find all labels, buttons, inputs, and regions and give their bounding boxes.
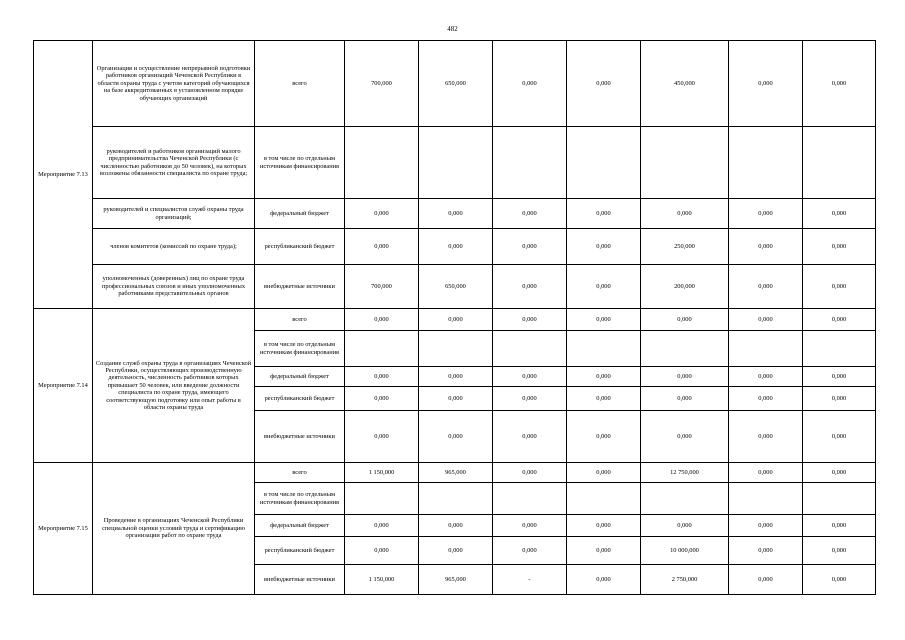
amount-cell: 0,000 — [567, 537, 641, 565]
amount-cell — [493, 127, 567, 199]
amount-cell: 0,000 — [729, 199, 803, 229]
amount-cell: 0,000 — [729, 387, 803, 411]
amount-cell: 0,000 — [729, 229, 803, 265]
funding-source: в том числе по отдельным источникам финансирования — [255, 331, 345, 367]
funding-source: внебюджетные источники — [255, 565, 345, 595]
amount-cell: 0,000 — [803, 309, 876, 331]
amount-cell: 0,000 — [567, 387, 641, 411]
amount-cell — [729, 331, 803, 367]
amount-cell — [641, 483, 729, 515]
amount-cell: 0,000 — [729, 411, 803, 463]
amount-cell: 0,000 — [729, 515, 803, 537]
amount-cell: 965,000 — [419, 565, 493, 595]
amount-cell — [493, 483, 567, 515]
amount-cell: 0,000 — [345, 229, 419, 265]
amount-cell — [641, 127, 729, 199]
page-number: 482 — [447, 25, 458, 33]
amount-cell: 0,000 — [419, 229, 493, 265]
amount-cell: 0,000 — [729, 309, 803, 331]
amount-cell — [493, 331, 567, 367]
amount-cell: 0,000 — [729, 265, 803, 309]
amount-cell: 650,000 — [419, 265, 493, 309]
amount-cell: 0,000 — [567, 41, 641, 127]
amount-cell: 650,000 — [419, 41, 493, 127]
amount-cell: 0,000 — [567, 309, 641, 331]
amount-cell: 0,000 — [345, 537, 419, 565]
table-row — [34, 199, 876, 229]
activity-description-part: уполномоченных (доверенных) лиц по охране труда профессиональных союзов и иных уполномоченных работниками представительных органов — [93, 265, 255, 309]
amount-cell: 0,000 — [803, 41, 876, 127]
amount-cell: 0,000 — [803, 515, 876, 537]
amount-cell — [567, 331, 641, 367]
amount-cell: 0,000 — [729, 463, 803, 483]
amount-cell: 0,000 — [567, 411, 641, 463]
amount-cell: 0,000 — [803, 265, 876, 309]
amount-cell: 0,000 — [345, 367, 419, 387]
amount-cell — [419, 127, 493, 199]
amount-cell: 10 000,000 — [641, 537, 729, 565]
amount-cell — [803, 331, 876, 367]
amount-cell: 0,000 — [803, 537, 876, 565]
amount-cell: 0,000 — [493, 265, 567, 309]
activity-description-part: членов комитетов (комиссий по охране труда); — [93, 229, 255, 265]
amount-cell: 0,000 — [419, 537, 493, 565]
amount-cell: 0,000 — [493, 41, 567, 127]
amount-cell: 0,000 — [567, 367, 641, 387]
amount-cell: 0,000 — [493, 309, 567, 331]
amount-cell — [567, 127, 641, 199]
funding-source: всего — [255, 309, 345, 331]
amount-cell: 0,000 — [641, 387, 729, 411]
amount-cell: 0,000 — [493, 411, 567, 463]
amount-cell: 0,000 — [567, 565, 641, 595]
amount-cell: 700,000 — [345, 265, 419, 309]
amount-cell — [803, 127, 876, 199]
amount-cell: 0,000 — [641, 411, 729, 463]
amount-cell — [419, 483, 493, 515]
amount-cell: 0,000 — [803, 387, 876, 411]
funding-source: внебюджетные источники — [255, 411, 345, 463]
amount-cell: 0,000 — [641, 367, 729, 387]
amount-cell: 12 750,000 — [641, 463, 729, 483]
amount-cell: 0,000 — [345, 199, 419, 229]
amount-cell: 0,000 — [345, 387, 419, 411]
amount-cell: 0,000 — [567, 463, 641, 483]
amount-cell: 450,000 — [641, 41, 729, 127]
amount-cell — [803, 483, 876, 515]
amount-cell: 0,000 — [419, 309, 493, 331]
funding-source: в том числе по отдельным источникам финансирования — [255, 483, 345, 515]
funding-source: республиканский бюджет — [255, 387, 345, 411]
amount-cell: 0,000 — [803, 463, 876, 483]
amount-cell: 0,000 — [803, 565, 876, 595]
amount-cell: - — [493, 565, 567, 595]
amount-cell: 0,000 — [803, 229, 876, 265]
funding-source: внебюджетные источники — [255, 265, 345, 309]
table-row — [34, 127, 876, 199]
activity-label: Мероприятие 7.14 — [34, 309, 93, 463]
amount-cell — [345, 127, 419, 199]
funding-source: республиканский бюджет — [255, 537, 345, 565]
amount-cell: 0,000 — [493, 229, 567, 265]
amount-cell: 0,000 — [419, 387, 493, 411]
table-row — [34, 41, 876, 127]
amount-cell: 0,000 — [729, 537, 803, 565]
amount-cell: 200,000 — [641, 265, 729, 309]
amount-cell: 0,000 — [493, 515, 567, 537]
activity-description: Создание служб охраны труда в организациях Чеченской Республики, осуществляющих производственную деятельность, численность работников которых превышает 50 человек, или введение должности специалиста по охране труда, имеющего соответствующую подготовку или опыт работы в области охраны труда — [93, 309, 255, 463]
amount-cell: 250,000 — [641, 229, 729, 265]
amount-cell: 0,000 — [345, 309, 419, 331]
amount-cell: 0,000 — [567, 265, 641, 309]
amount-cell: 0,000 — [493, 387, 567, 411]
amount-cell: 0,000 — [493, 537, 567, 565]
amount-cell: 0,000 — [641, 199, 729, 229]
amount-cell: 700,000 — [345, 41, 419, 127]
funding-source: федеральный бюджет — [255, 515, 345, 537]
amount-cell: 0,000 — [493, 463, 567, 483]
activity-description-part: Организация и осуществление непрерывной подготовки работников организаций Чеченской Республики в области охраны труда с учетом категорий обучающихся на базе аккредитованных в установленном порядке обучающих организаций — [93, 41, 255, 127]
amount-cell: 1 150,000 — [345, 463, 419, 483]
amount-cell: 0,000 — [567, 515, 641, 537]
amount-cell: 0,000 — [493, 199, 567, 229]
amount-cell: 0,000 — [419, 515, 493, 537]
amount-cell: 0,000 — [729, 565, 803, 595]
amount-cell: 0,000 — [345, 411, 419, 463]
table-row — [34, 463, 876, 483]
amount-cell: 965,000 — [419, 463, 493, 483]
activity-label: Мероприятие 7.15 — [34, 463, 93, 595]
activity-description-part: руководителей и работников организаций малого предпринимательства Чеченской Республики (с численностью работников до 50 человек), на которых возложены обязанности специалиста по охране труда; — [93, 127, 255, 199]
amount-cell: 0,000 — [803, 367, 876, 387]
activity-description-part: руководителей и специалистов служб охраны труда организаций; — [93, 199, 255, 229]
budget-table — [33, 40, 876, 595]
amount-cell: 0,000 — [641, 309, 729, 331]
amount-cell — [729, 483, 803, 515]
amount-cell: 0,000 — [419, 367, 493, 387]
amount-cell — [345, 331, 419, 367]
amount-cell: 0,000 — [641, 515, 729, 537]
table-row — [34, 309, 876, 331]
amount-cell: 0,000 — [729, 367, 803, 387]
table-row — [34, 229, 876, 265]
amount-cell: 0,000 — [419, 199, 493, 229]
amount-cell: 1 150,000 — [345, 565, 419, 595]
funding-source: республиканский бюджет — [255, 229, 345, 265]
amount-cell: 0,000 — [803, 199, 876, 229]
amount-cell: 0,000 — [493, 367, 567, 387]
amount-cell: 0,000 — [419, 411, 493, 463]
amount-cell: 0,000 — [567, 229, 641, 265]
amount-cell — [345, 483, 419, 515]
funding-source: федеральный бюджет — [255, 367, 345, 387]
amount-cell: 0,000 — [567, 199, 641, 229]
funding-source: всего — [255, 463, 345, 483]
table-row — [34, 265, 876, 309]
amount-cell — [567, 483, 641, 515]
amount-cell — [641, 331, 729, 367]
funding-source: федеральный бюджет — [255, 199, 345, 229]
activity-label: Мероприятие 7.13 — [34, 41, 93, 309]
amount-cell: 0,000 — [345, 515, 419, 537]
amount-cell — [729, 127, 803, 199]
activity-description: Проведение в организациях Чеченской Республики специальной оценки условий труда и сертификацию организации работ по охране труда — [93, 463, 255, 595]
amount-cell: 2 750,000 — [641, 565, 729, 595]
funding-source: в том числе по отдельным источникам финансирования — [255, 127, 345, 199]
amount-cell: 0,000 — [803, 411, 876, 463]
amount-cell: 0,000 — [729, 41, 803, 127]
funding-source: всего — [255, 41, 345, 127]
amount-cell — [419, 331, 493, 367]
